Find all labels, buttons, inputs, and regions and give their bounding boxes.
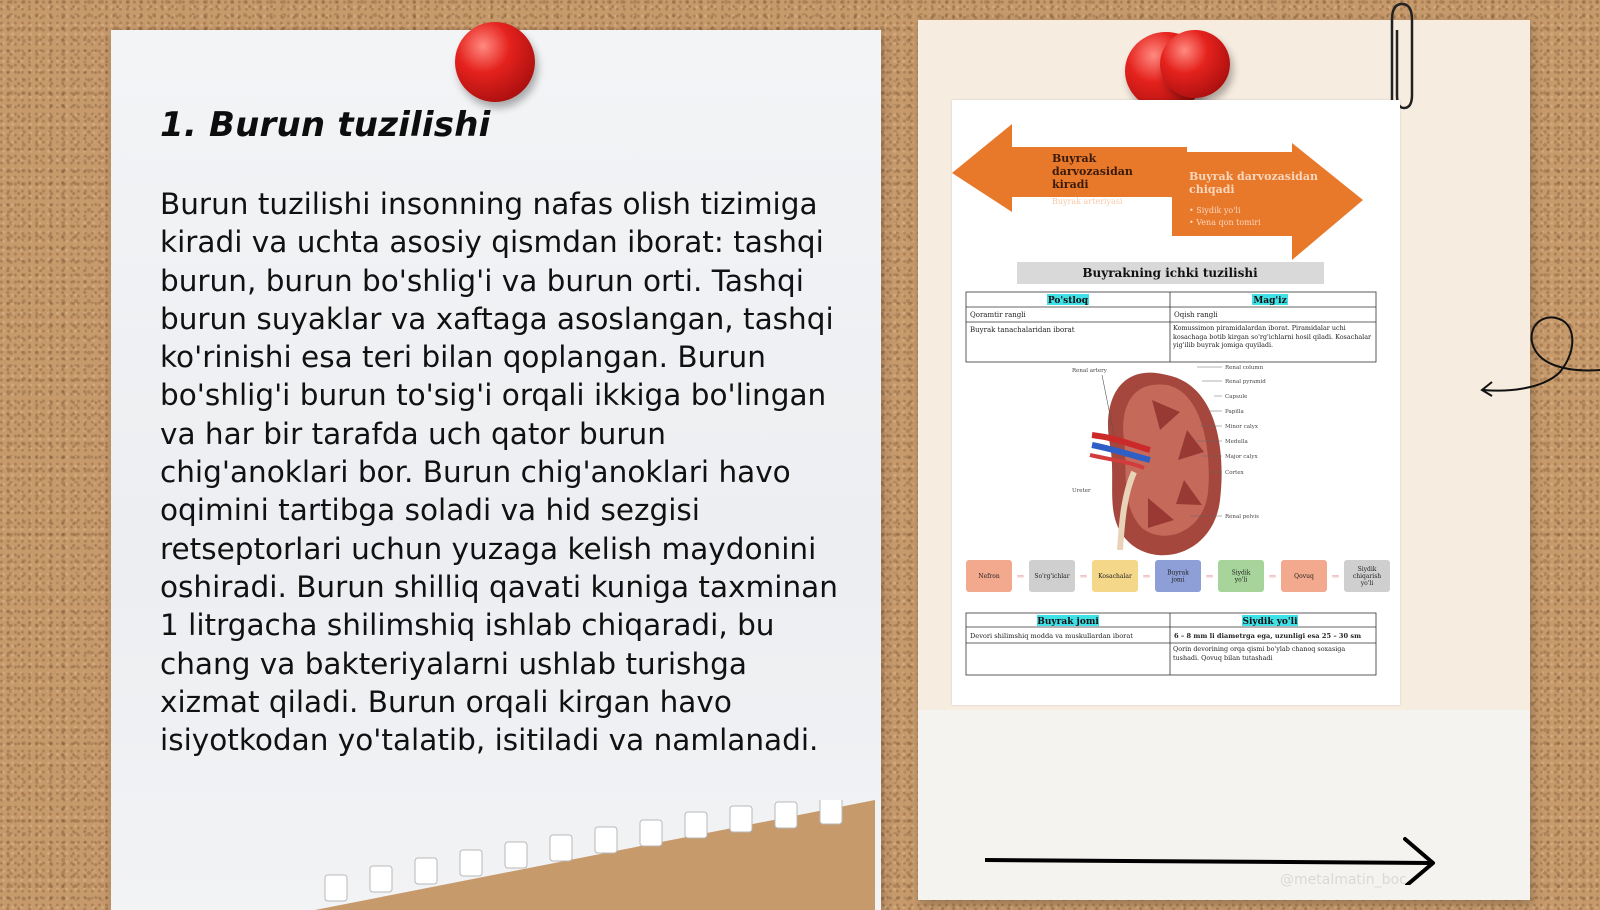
section-title: Buyrakning ichki tuzilishi <box>1082 266 1258 280</box>
note-title: 1. Burun tuzilishi <box>160 105 491 145</box>
kidney-label: Renal artery <box>1072 368 1107 374</box>
flow-step-label: So'rg'ichlar <box>1034 573 1070 580</box>
table2-cell: Devori shilimshiq modda va muskullardan iborat <box>970 632 1133 640</box>
flow-arrow-icon: ⇒ <box>1268 572 1277 582</box>
table2-header-1: Buyrak jomi <box>1037 617 1099 627</box>
watermark-text: @metalmatin_boc <box>1280 872 1407 888</box>
diagram-svg <box>952 100 1400 705</box>
torn-paper-edge <box>315 800 875 910</box>
kidney-structure-diagram <box>952 100 1400 705</box>
push-pin-icon <box>1160 30 1230 98</box>
kidney-illustration <box>1090 373 1222 556</box>
arrow-right-item-2: • Vena qon tomiri <box>1189 218 1261 227</box>
kidney-label: Renal pelvis <box>1225 514 1259 520</box>
table2-header-2: Siydik yo'li <box>1242 617 1298 627</box>
arrow-left-item: Buyrak arteriyasi <box>1052 197 1123 206</box>
kidney-label: Cortex <box>1225 470 1244 476</box>
flow-step-label: Nefron <box>978 573 1000 580</box>
note-body-text: Burun tuzilishi insonning nafas olish tizimiga kiradi va uchta asosiy qismdan iborat: tashqi burun, burun bo'shlig'i va burun orti. Tashqi burun suyaklar va xaftaga asoslangan, tashqi ko'rinishi esa teri bilan qoplangan. Burun bo'shlig'i burun to'sig'i orqali ikkiga bo'lingan va har bir tarafda uch qator burun chig'anoklari bor. Burun chig'anoklari havo oqimini tartibga soladi va hid sezgisi retseptorlari uchun yuzaga kelish maydonini oshiradi. Burun shilliq qavati kuniga taxminan 1 litrgacha shilimshiq ishlab chiqaradi, bu chang va bakteriyalarni ushlab turishga xizmat qiladi. Burun orqali kirgan havo isiyotkodan yo'talatib, isitiladi va namlanadi. <box>160 187 838 758</box>
table1-cell: Oqish rangli <box>1174 311 1218 319</box>
table1-cell: Qoramtir rangli <box>970 311 1026 319</box>
flow-step-label: Qovuq <box>1294 573 1314 580</box>
kidney-label: Papilla <box>1225 409 1244 415</box>
flow-arrow-icon: ⇒ <box>1079 572 1088 582</box>
flow-arrow-icon: ⇒ <box>1142 572 1151 582</box>
table1-header-2: Mag'iz <box>1253 296 1287 306</box>
flow-arrow-icon: ⇒ <box>1016 572 1025 582</box>
push-pin-icon <box>455 22 535 102</box>
arrow-left-title: Buyrak darvozasidan kiradi <box>1052 152 1133 191</box>
flow-step-label: Buyrak jomi <box>1167 569 1189 584</box>
arrow-right-title: Buyrak darvozasidan chiqadi <box>1189 170 1318 196</box>
flow-step-label: Siydik chiqarish yo'li <box>1352 566 1382 587</box>
kidney-label: Medulla <box>1225 439 1248 445</box>
kidney-label: Major calyx <box>1225 454 1258 460</box>
table1-cell: Buyrak tanachalaridan iborat <box>970 326 1075 334</box>
kidney-label: Ureter <box>1072 488 1091 494</box>
kidney-label: Renal pyramid <box>1225 379 1266 385</box>
flow-step-label: Kosachalar <box>1098 573 1132 580</box>
arrow-right-shape <box>1172 143 1363 260</box>
flow-step-label: Siydik yo'li <box>1231 569 1251 584</box>
flow-arrow-icon: ⇒ <box>1331 572 1340 582</box>
urine-flow-chain <box>966 560 1390 592</box>
table2-cell: Qorin devorining orqa qismi bo'ylab chanoq soxasiga tushadi. Qovuq bilan tutashadi <box>1173 645 1346 662</box>
kidney-label: Minor calyx <box>1225 424 1258 430</box>
kidney-label: Capsule <box>1225 394 1248 400</box>
kidney-label: Renal column <box>1225 365 1264 371</box>
table1-header-1: Po'stloq <box>1047 296 1089 306</box>
arrow-right-item-1: • Siydik yo'li <box>1189 206 1241 215</box>
doodle-loop-arrow-icon <box>1480 310 1600 410</box>
flow-arrow-icon: ⇒ <box>1205 572 1214 582</box>
table2-cell: 6 – 8 mm li diametrga ega, uzunligi esa 25 – 30 sm <box>1174 632 1362 640</box>
table1-cell: Komussimon piramidalardan iborat. Piramidalar uchi kosachaga botib kirgan so'rg'ichlarni hosil qiladi. Kosachalar yig'ilib buyrak jomiga quyiladi. <box>1173 324 1372 349</box>
